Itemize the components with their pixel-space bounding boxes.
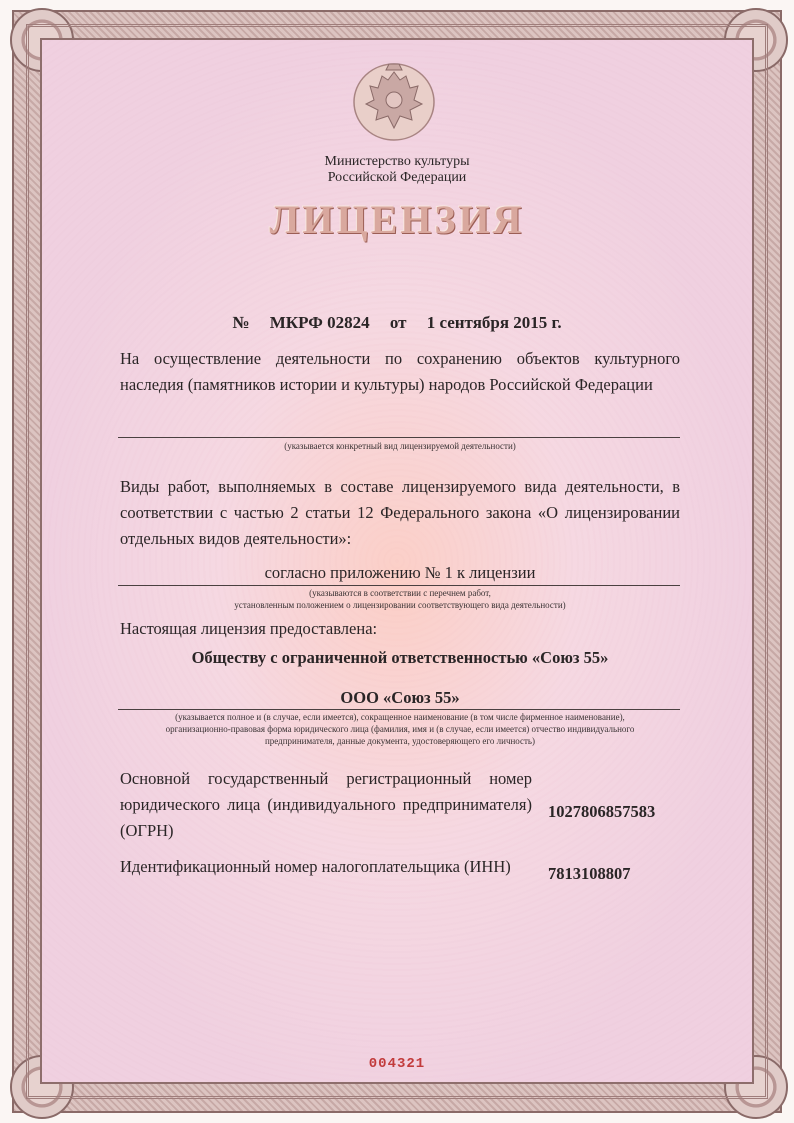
granted-short-name: ООО «Союз 55»: [340, 688, 460, 707]
inn-value: 7813108807: [548, 864, 631, 883]
works-caption-2: установленным положением о лицензировании соответствующего вида деятельности): [234, 600, 566, 610]
inn-label: Идентификационный номер налогоплательщика (ИНН): [120, 857, 511, 876]
guilloche-background: [40, 38, 754, 1084]
serial-number: 004321: [368, 1056, 426, 1072]
works-value: согласно приложению № 1 к лицензии: [264, 563, 536, 582]
ogrn-value: 1027806857583: [548, 802, 656, 821]
coat-of-arms-emblem-icon: [352, 58, 436, 142]
activity-caption: (указывается конкретный вид лицензируемой деятельности): [284, 441, 516, 451]
license-number-line: [0, 313, 794, 333]
from-label: от: [389, 313, 407, 332]
ministry-line-1: Министерство культуры: [324, 154, 470, 169]
ogrn-label: Основной государственный регистрационный номер юридического лица (индивидуального предпринимателя) (ОГРН): [120, 769, 532, 840]
license-date: 1 сентября 2015 г.: [426, 313, 562, 332]
number-prefix: №: [232, 313, 250, 332]
works-text: Виды работ, выполняемых в составе лицензируемого вида деятельности, в соответствии с частью 2 статьи 12 Федерального закона «О лицензировании отдельных видов деятельности»:: [120, 477, 680, 548]
granted-caption-3: предпринимателя, данные документа, удостоверяющего его личность): [264, 736, 536, 746]
works-caption-1: (указываются в соответствии с перечнем работ,: [309, 588, 491, 598]
activity-text: На осуществление деятельности по сохранению объектов культурного наследия (памятников истории и культуры) народов Российской Федерации: [120, 349, 680, 394]
works-underline: [118, 585, 680, 586]
granted-caption-1: (указывается полное и (в случае, если имеется), сокращенное наименование (в том числе фирменное наименование),: [175, 712, 625, 722]
license-number: МКРФ 02824: [269, 313, 370, 332]
granted-underline: [118, 709, 680, 710]
granted-caption-2: организационно-правовая форма юридического лица (фамилия, имя и (в случае, если имеется) отчество индивидуального: [165, 724, 635, 734]
granted-label: Настоящая лицензия предоставлена:: [120, 619, 378, 638]
document-title: ЛИЦЕНЗИЯ: [269, 197, 525, 242]
activity-underline: [118, 437, 680, 438]
ministry-line-2: Российской Федерации: [327, 170, 467, 185]
granted-full-name: Обществу с ограниченной ответственностью «Союз 55»: [191, 648, 609, 667]
